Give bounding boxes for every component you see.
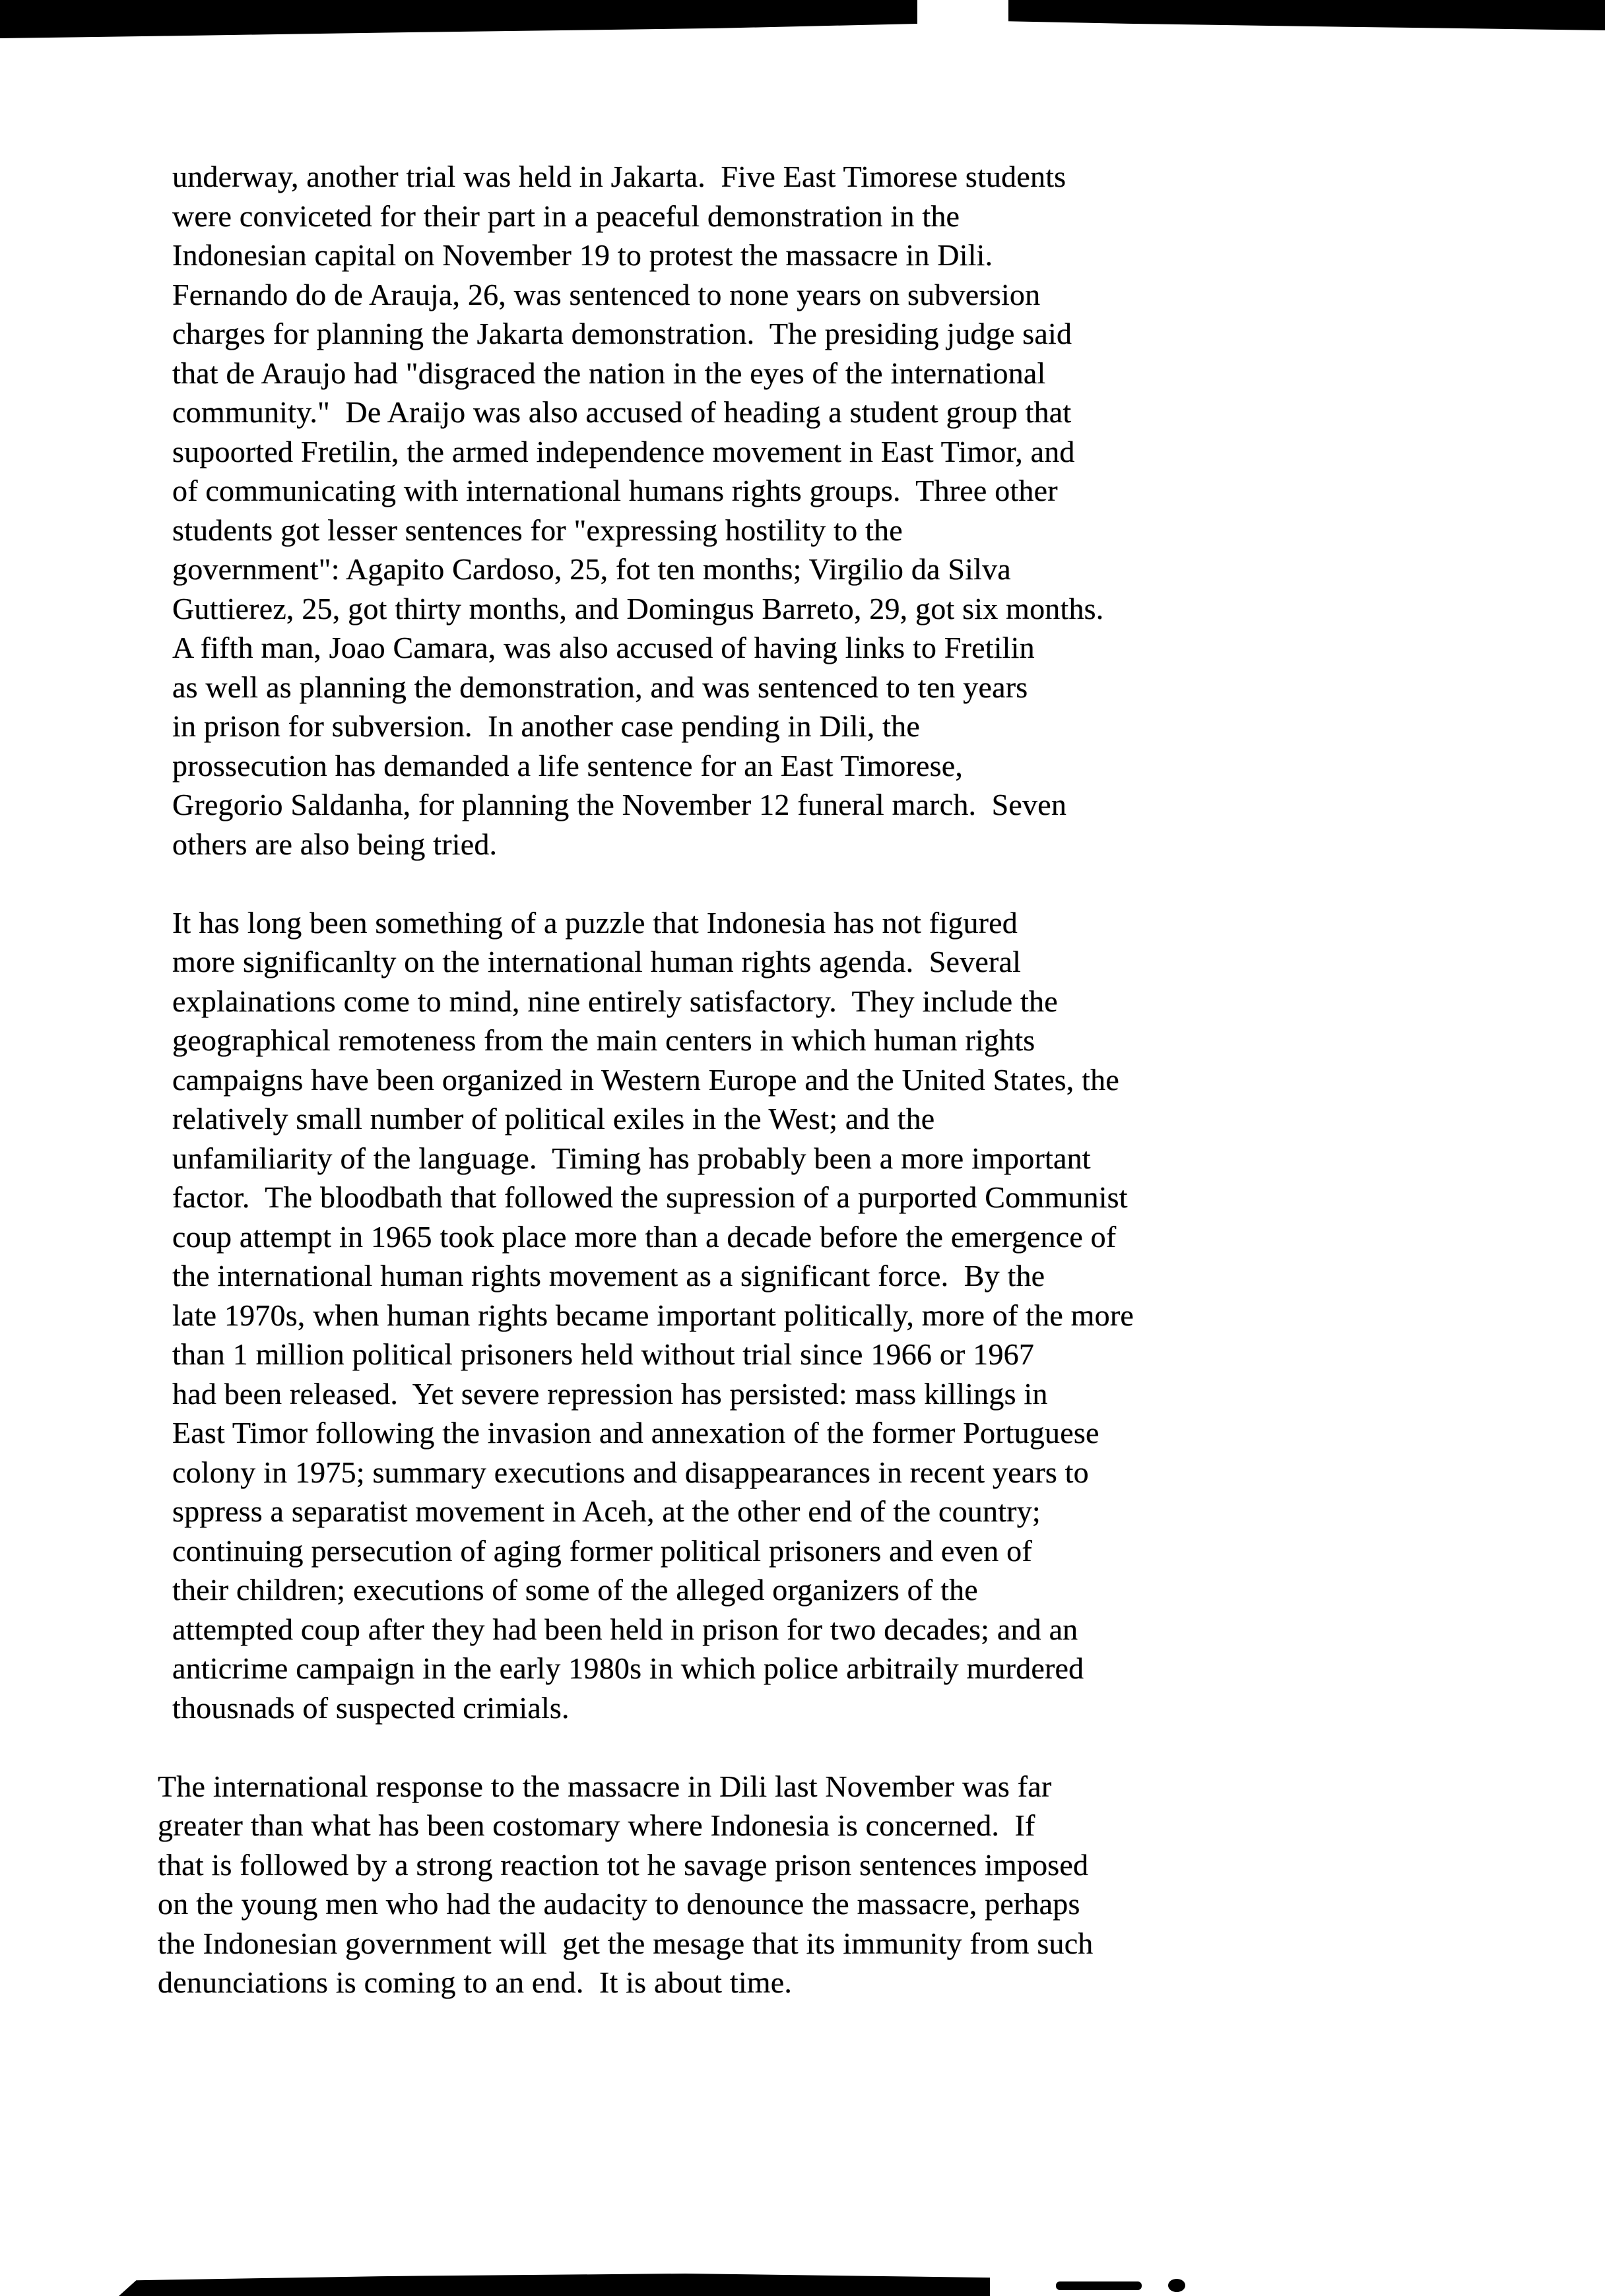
text-line: anticrime campaign in the early 1980s in which police arbitraily murdered xyxy=(172,1651,1084,1685)
scan-artifact-bottom-bar xyxy=(119,2274,990,2296)
paragraph xyxy=(172,157,1134,864)
text-line: as well as planning the demonstration, and was sentenced to ten years xyxy=(172,670,1028,704)
text-line: Gregorio Saldanha, for planning the November 12 funeral march. Seven xyxy=(172,788,1067,821)
paragraph xyxy=(172,903,1134,1728)
text-line: government": Agapito Cardoso, 25, fot ten months; Virgilio da Silva xyxy=(172,552,1011,586)
text-line: coup attempt in 1965 took place more than a decade before the emergence of xyxy=(172,1219,1117,1254)
text-line: It has long been something of a puzzle that Indonesia has not figured xyxy=(172,905,1018,940)
text-line: students got lesser sentences for "expressing hostility to the xyxy=(172,513,903,547)
text-line: explainations come to mind, nine entirely satisfactory. They include the xyxy=(172,984,1058,1018)
text-line: the international human rights movement as a significant force. By the xyxy=(172,1259,1045,1292)
paragraph xyxy=(158,1767,1134,2002)
scan-artifact-top-left-bar xyxy=(0,0,917,38)
text-line: prossecution has demanded a life sentence for an East Timorese, xyxy=(172,748,964,782)
text-line: the Indonesian government will get the mesage that its immunity from such xyxy=(158,1926,1094,1960)
text-line: colony in 1975; summary executions and disappearances in recent years to xyxy=(172,1455,1089,1489)
scan-artifact-bottom-dash xyxy=(1056,2281,1142,2290)
text-line: geographical remoteness from the main centers in which human rights xyxy=(172,1023,1035,1057)
scan-artifact-top-right-bar xyxy=(1008,0,1605,30)
text-line: factor. The bloodbath that followed the supression of a purported Communist xyxy=(172,1180,1128,1214)
text-line: had been released. Yet severe repression has persisted: mass killings in xyxy=(172,1376,1048,1411)
text-line: relatively small number of political exiles in the West; and the xyxy=(172,1102,935,1135)
text-line: that is followed by a strong reaction tot he savage prison sentences imposed xyxy=(158,1847,1089,1882)
text-line: The international response to the massacre in Dili last November was far xyxy=(158,1769,1052,1803)
text-line: than 1 million political prisoners held without trial since 1966 or 1967 xyxy=(172,1337,1035,1371)
text-line: Guttierez, 25, got thirty months, and Domingus Barreto, 29, got six months. xyxy=(172,591,1104,625)
text-line: that de Araujo had "disgraced the nation in the eyes of the international xyxy=(172,356,1046,390)
text-line: Indonesian capital on November 19 to protest the massacre in Dili. xyxy=(172,238,993,272)
text-line: late 1970s, when human rights became important politically, more of the more xyxy=(172,1298,1134,1332)
text-line: their children; executions of some of the alleged organizers of the xyxy=(172,1573,978,1607)
text-line: continuing persecution of aging former political prisoners and even of xyxy=(172,1533,1032,1568)
text-line: more significanlty on the international human rights agenda. Several xyxy=(172,945,1022,978)
text-line: in prison for subversion. In another case pending in Dili, the xyxy=(172,709,920,743)
text-line: supoorted Fretilin, the armed independence movement in East Timor, and xyxy=(172,434,1075,468)
text-line: attempted coup after they had been held in prison for two decades; and an xyxy=(172,1612,1078,1646)
scan-artifact-bottom-dot xyxy=(1168,2279,1185,2292)
text-line: A fifth man, Joao Camara, was also accused of having links to Fretilin xyxy=(172,631,1035,664)
text-line: on the young men who had the audacity to denounce the massacre, perhaps xyxy=(158,1887,1080,1921)
text-line: were conviceted for their part in a peaceful demonstration in the xyxy=(172,199,960,233)
text-line: community." De Araijo was also accused of heading a student group that xyxy=(172,395,1072,429)
document-body xyxy=(158,157,1134,2041)
text-line: greater than what has been costomary where Indonesia is concerned. If xyxy=(158,1808,1035,1842)
text-line: campaigns have been organized in Western Europe and the United States, the xyxy=(172,1062,1119,1097)
text-line: sppress a separatist movement in Aceh, at the other end of the country; xyxy=(172,1494,1041,1528)
text-line: Fernando do de Arauja, 26, was sentenced to none years on subversion xyxy=(172,277,1041,311)
text-line: unfamiliarity of the language. Timing has probably been a more important xyxy=(172,1141,1091,1175)
text-line: thousnads of suspected crimials. xyxy=(172,1690,570,1725)
text-line: East Timor following the invasion and annexation of the former Portuguese xyxy=(172,1416,1099,1450)
text-line: others are also being tried. xyxy=(172,827,498,861)
text-line: charges for planning the Jakarta demonstration. The presiding judge said xyxy=(172,317,1072,350)
text-line: of communicating with international humans rights groups. Three other xyxy=(172,474,1058,507)
text-line: underway, another trial was held in Jakarta. Five East Timorese students xyxy=(172,160,1066,193)
text-line: denunciations is coming to an end. It is about time. xyxy=(158,1965,793,1999)
